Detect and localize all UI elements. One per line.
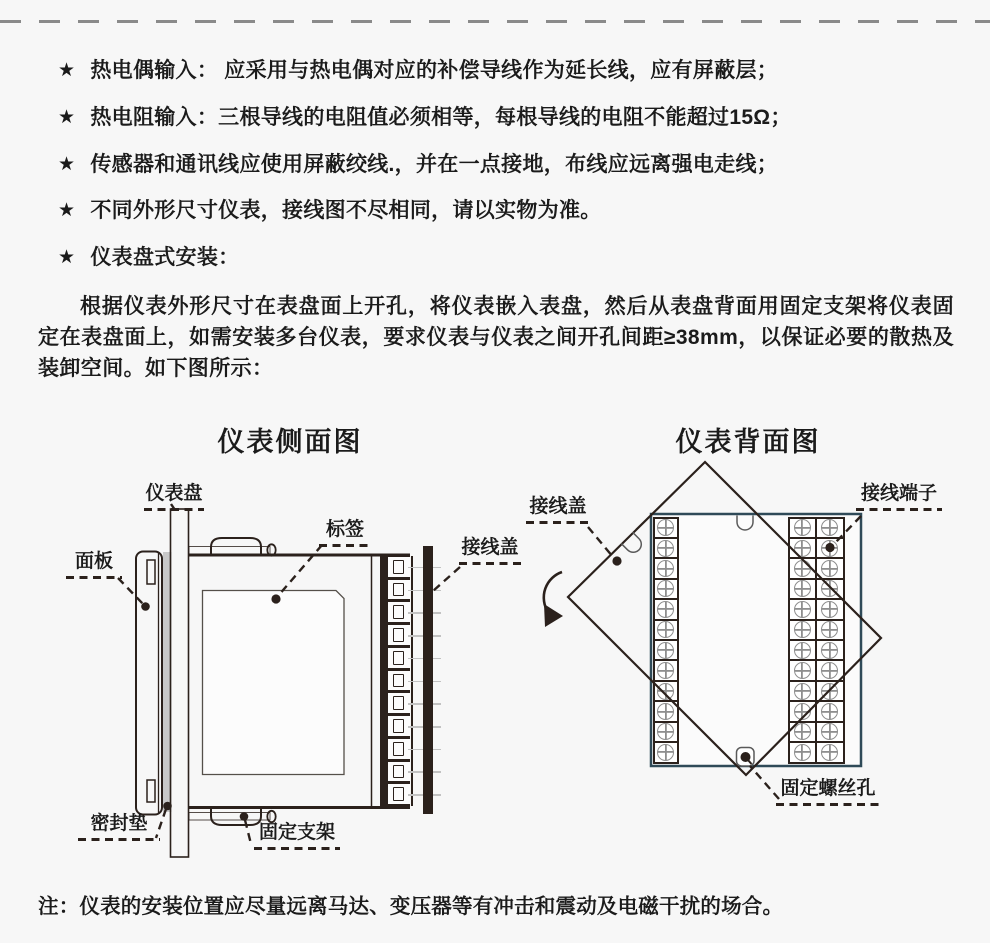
star-bullet-icon: ★ <box>58 154 76 175</box>
star-bullet-icon: ★ <box>58 60 76 81</box>
section-heading <box>58 245 239 271</box>
side-view-art <box>136 509 413 857</box>
terminal-cell <box>815 741 845 763</box>
terminal-cell <box>653 700 679 722</box>
sealing-gasket <box>163 552 172 812</box>
label-screw-hole: 固定螺丝孔 <box>776 778 880 800</box>
terminal-cell <box>815 680 845 702</box>
terminal-cell <box>815 557 845 579</box>
section-heading-text: 仪表盘式安装： <box>90 246 240 269</box>
terminal-cell <box>788 517 817 539</box>
ladder-cell <box>388 557 410 577</box>
footer-note: 注：仪表的安装位置应尽量远离马达、变压器等有冲击和震动及电磁干扰的场合。 <box>38 895 784 918</box>
leader-dot <box>163 802 172 811</box>
ladder-cell <box>388 577 410 600</box>
terminal-cell <box>815 721 845 743</box>
terminal-cell <box>653 680 679 702</box>
note-text: 传感器和通讯线应使用屏蔽绞线.，并在一点接地，布线应远离强电走线； <box>90 153 779 176</box>
leader-terminal-cover-side <box>433 567 460 591</box>
ladder-cell <box>388 759 410 782</box>
terminal-cell <box>653 578 679 600</box>
bezel-clip-top <box>147 560 155 584</box>
front-bezel <box>136 552 162 815</box>
terminal-cell <box>653 659 679 681</box>
terminal-cell <box>788 598 817 620</box>
note-row <box>58 152 778 178</box>
bracket-screw-head-bottom <box>267 811 275 822</box>
note-row <box>58 198 602 224</box>
leader-dot <box>612 556 621 565</box>
leader-dot <box>240 812 249 821</box>
terminal-cell <box>788 721 817 743</box>
label-sticker: 标签 <box>319 519 371 541</box>
terminal-cell <box>815 578 845 600</box>
terminal-cover-bar <box>423 546 433 814</box>
terminal-cell <box>788 741 817 763</box>
leader-dot <box>141 602 150 611</box>
terminal-column-right-inner <box>788 517 817 764</box>
ladder-cell <box>388 599 410 622</box>
terminal-cell <box>653 639 679 661</box>
terminal-cell <box>788 578 817 600</box>
label-panel-board: 仪表盘 <box>145 483 203 504</box>
terminal-cell <box>653 537 679 559</box>
threaded-rod-top <box>189 547 270 555</box>
label-front-panel: 面板 <box>66 551 122 573</box>
terminal-cell <box>653 557 679 579</box>
leader-bracket <box>245 820 251 844</box>
bracket-screw-head-top <box>267 544 275 555</box>
terminal-cell <box>815 700 845 722</box>
terminal-cell <box>653 598 679 620</box>
terminal-strip-side <box>380 554 410 807</box>
ladder-cell <box>388 668 410 691</box>
ladder-cell <box>388 645 410 668</box>
label-terminal-cover-side: 接线盖 <box>459 537 521 559</box>
terminal-cell <box>653 517 679 539</box>
terminal-cell <box>788 639 817 661</box>
terminal-cell <box>815 517 845 539</box>
star-bullet-icon: ★ <box>58 247 76 268</box>
fixing-screw-tail <box>748 760 752 764</box>
note-row <box>58 105 792 131</box>
bezel-clip-bottom <box>147 780 155 802</box>
ladder-cell <box>388 781 410 804</box>
terminal-cell <box>653 741 679 763</box>
note-row <box>58 58 778 84</box>
mounting-panel-hatched <box>171 509 189 857</box>
terminal-cell <box>815 659 845 681</box>
fixing-screw-dot <box>741 752 751 762</box>
cover-notch <box>621 532 644 555</box>
terminal-cell <box>788 700 817 722</box>
terminal-cell <box>815 537 845 559</box>
ladder-cell <box>388 736 410 759</box>
terminal-cell <box>788 619 817 641</box>
side-view-title: 仪表侧面图 <box>217 427 363 457</box>
terminal-cell <box>788 557 817 579</box>
leader-front-panel <box>118 578 143 604</box>
star-bullet-icon: ★ <box>58 200 76 221</box>
leader-dot <box>271 594 280 603</box>
terminal-cell <box>815 639 845 661</box>
threaded-rod-bottom <box>189 813 270 821</box>
leader-screw-hole <box>750 766 779 799</box>
ladder-cell <box>388 690 410 713</box>
label-gasket: 密封垫 <box>78 813 160 835</box>
label-sticker-area <box>203 591 345 775</box>
label-bracket: 固定支架 <box>254 822 340 844</box>
label-terminal-cover-back: 接线盖 <box>526 496 590 518</box>
install-paragraph: 根据仪表外形尺寸在表盘面上开孔，将仪表嵌入表盘，然后从表盘背面用固定支架将仪表固定在表盘面上，如需安装多台仪表，要求仪表与仪表之间开孔间距≥38mm，以保证必要的散热及装卸空间。如下图所示： <box>38 295 954 380</box>
terminal-cell <box>815 619 845 641</box>
label-terminals: 接线端子 <box>856 483 942 505</box>
rotation-arrowhead-icon <box>544 604 563 627</box>
terminal-column-right-outer <box>815 517 845 764</box>
terminal-cell <box>788 537 817 559</box>
note-text: 热电偶输入： 应采用与热电偶对应的补偿导线作为延长线，应有屏蔽层； <box>90 59 779 82</box>
ladder-cell <box>388 713 410 736</box>
ladder-cell <box>388 622 410 645</box>
star-bullet-icon: ★ <box>58 107 76 128</box>
terminal-cell <box>815 598 845 620</box>
leader-terminal-cover-back <box>588 527 613 557</box>
terminal-cell <box>653 721 679 743</box>
note-text: 热电阻输入：三根导线的电阻值必须相等，每根导线的电阻不能超过15Ω； <box>90 106 792 129</box>
rotation-arrow-icon <box>544 572 562 612</box>
note-text: 不同外形尺寸仪表，接线图不尽相同，请以实物为准。 <box>90 199 602 222</box>
top-screw-notch <box>737 516 753 531</box>
terminal-cell <box>788 680 817 702</box>
top-dashed-divider <box>0 20 990 23</box>
terminal-column-left <box>653 517 679 764</box>
terminal-cell <box>788 659 817 681</box>
back-view-title: 仪表背面图 <box>675 427 821 457</box>
terminal-cell <box>653 619 679 641</box>
leader-sticker <box>278 545 322 596</box>
fixing-screw-hole <box>737 748 755 767</box>
fixing-bracket-top <box>211 538 261 555</box>
